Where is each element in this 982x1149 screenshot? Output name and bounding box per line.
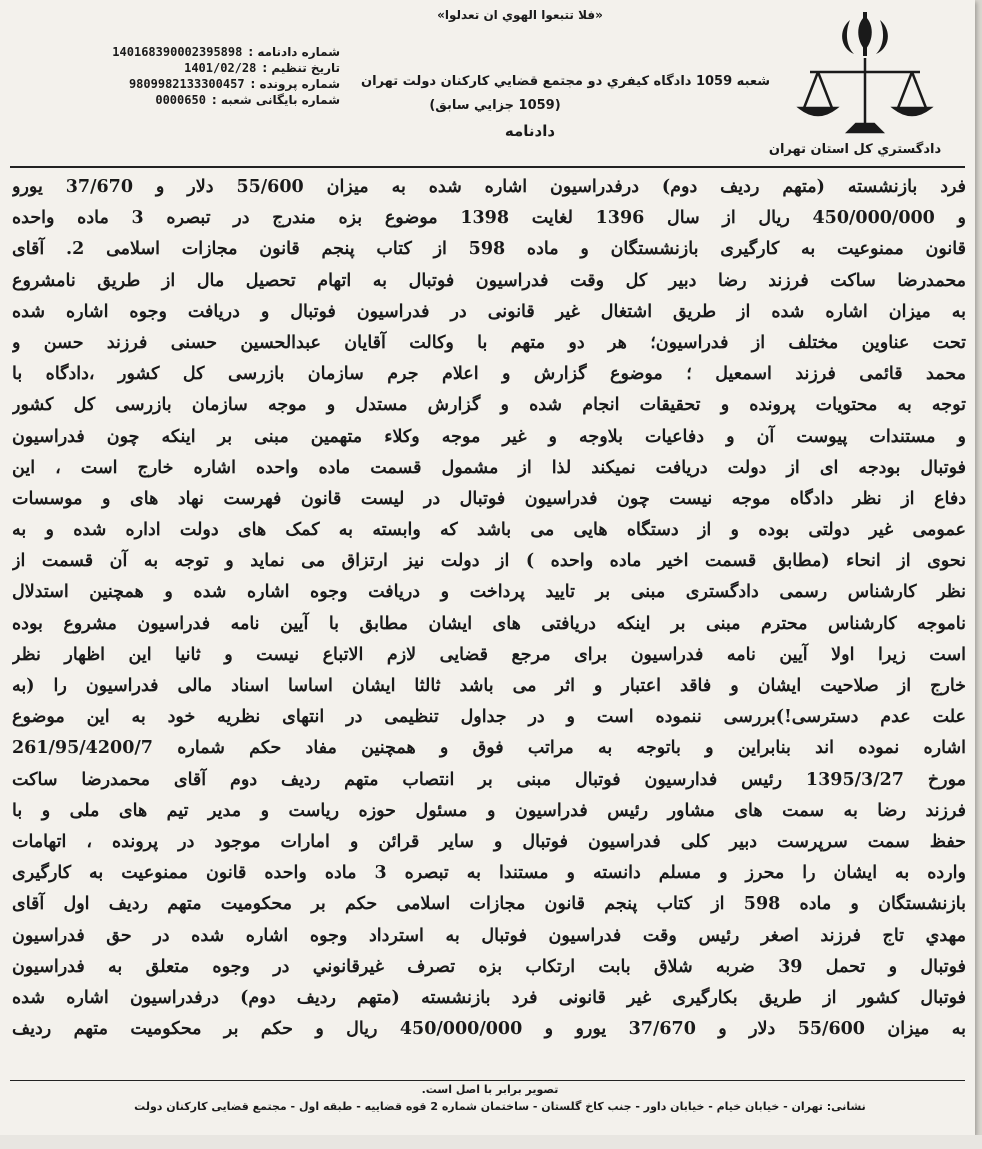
verdict-body <box>12 172 966 1045</box>
body-line: نظر کارشناس رسمی دادگستری مبنی بر تایید پرداخت و دریافت وجوه اشاره شده و همچنین استدلال <box>12 582 966 603</box>
body-line: است زیرا اولا آیین نامه فدراسیون برای مرجع قضایی لازم الاتباع نیست و ثانیا این اظهار نظر <box>12 644 966 665</box>
body-line: خارج از صلاحیت ایشان و فاقد اعتبار و اثر می باشد ثالثا ایشان اساسا اسناد مالی فدراسیون را (به <box>12 676 966 696</box>
next-page-edge <box>0 1135 982 1149</box>
meta-value: 1401/02/28 <box>184 61 257 75</box>
meta-row-verdict-number <box>80 44 340 60</box>
footer-divider <box>10 1080 965 1081</box>
body-line: نحوی از انحاء (مطابق قسمت اخیر ماده واحده ) از دولت نیز ارتزاق می نماید و توجه به آن قسمت از <box>12 551 966 572</box>
emblem-symbol-icon <box>842 12 888 56</box>
body-line: و 450/000/000 ریال از سال 1396 لغایت 1398 موضوع بزه مندرج در تبصره 3 ماده واحده <box>12 208 966 229</box>
meta-row-date <box>80 60 340 76</box>
body-line: دفاع از نظر دادگاه موجه نیست چون فدراسیون فوتبال در لیست قانون فهرست نهاد های و موسسات <box>12 488 966 509</box>
court-name: شعبه 1059 دادگاه كيفري دو مجتمع قضايي كاركنان دولت تهران <box>361 74 770 89</box>
body-line: تحت عناوین مختلف از فدراسیون؛ هر دو متهم با وکالت آقایان عبدالحسین حسنی فرزند حسن و <box>12 332 966 353</box>
body-line: مورخ 1395/3/27 رئیس فدارسیون فوتبال مبنی بر انتصاب متهم ردیف دوم آقای محمدرضا ساکت <box>12 769 966 790</box>
header-quote: «فلا تتبعوا الهوي ان تعدلوا» <box>437 8 603 22</box>
meta-label: شماره پرونده : <box>250 77 340 91</box>
body-line: علت عدم دسترسی!)بررسی ننموده است و در جداول تنظیمی در انتهای نظریه خود به این موضوع <box>12 707 966 728</box>
body-line: قانون ممنوعیت به کارگیری بازنشستگان و ماده 598 از کتاب پنجم قانون مجازات اسلامی 2. آقای <box>12 239 966 260</box>
body-line: فرزند رضا به سمت های مشاور رئیس فدراسیون و مسئول حوزه ریاست و مدیر تیم های ملی و با <box>12 800 966 821</box>
body-line: بازنشستگان و ماده 598 از کتاب پنجم قانون مجازات اسلامی حکم بر محکومیت متهم ردیف اول آقای <box>12 894 966 915</box>
body-line: فرد بازنشسته (متهم ردیف دوم) درفدراسیون اشاره شده به میزان 55/600 دلار و 37/670 یورو <box>12 177 966 197</box>
body-line: فوتبال و تحمل 39 ضربه شلاق بابت ارتکاب بزه تصرف غیرقانوني در وجوه متعلق به فدراسیون <box>12 956 966 977</box>
body-line: توجه به محتویات پرونده و تحقیقات انجام شده و گزارش مستدل و موجه سازمان بازرسی کل کشور <box>12 395 966 416</box>
scales-of-justice-icon <box>800 58 930 132</box>
court-subtitle: (1059 جزايي سابق) <box>429 98 561 113</box>
meta-value: 0000650 <box>155 93 206 107</box>
province-name: دادگستري كل استان تهران <box>768 142 942 157</box>
body-line: وارده به ایشان را محرز و مسلم دانسته و مستندا به تبصره 3 ماده واحده قانون ممنوعیت به کارگیری <box>12 863 966 884</box>
meta-label: تاریخ تنظیم : <box>262 61 340 75</box>
case-metadata <box>80 44 340 108</box>
court-address: نشانی: تهران - خیابان خیام - خیابان داور - جنب کاخ گلستان - ساختمان شماره 2 قوه قضاییه - طبقه اول - مجتمع قضایی کارکنان دولت <box>134 1100 866 1113</box>
body-line: به میزان 55/600 دلار و 37/670 یورو و 450/000/000 ریال و حکم بر محکومیت متهم ردیف <box>12 1019 966 1040</box>
body-line: فوتبال کشور از طریق بکارگیری غیر قانونی فرد بازنشسته (متهم ردیف دوم) درفدراسیون اشاره شده <box>12 987 966 1008</box>
certified-copy-note: تصویر برابر با اصل است. <box>421 1083 559 1096</box>
body-line: اشاره نموده اند بنابراین و باتوجه به مراتب فوق و همچنین مفاد حکم شماره 261/95/4200/7 <box>12 738 966 759</box>
body-line: محمد قائمی فرزند اسمعیل ؛ موضوع گزارش و اعلام جرم سازمان بازرسی کل کشور ،دادگاه با <box>12 364 966 385</box>
body-line: حفظ سمت سرپرست دبیر کلی فدراسیون فوتبال و سایر قرائن و امارات موجود در پرونده ، اتهامات <box>12 831 966 852</box>
body-line: محمدرضا ساکت فرزند رضا دبیر کل وقت فدراسیون فوتبال به اتهام تحصیل مال از طریق نامشروع <box>12 270 966 291</box>
body-line: مهدي تاج فرزند اصغر رئیس وقت فدراسیون فوتبال به استرداد وجوه اشاره شده در حق فدراسیون <box>12 925 966 946</box>
document-title: دادنامه <box>504 122 556 140</box>
body-line: به میزان اشاره شده از طریق اشتغال غیر قانونی در فدراسیون فوتبال و دریافت وجوه اشاره شده <box>12 301 966 322</box>
body-line: عمومی غیر دولتی بوده و از دستگاه هایی می باشد که وابسته به کمک های دولت اداره شده و به <box>12 520 966 541</box>
header-divider <box>10 166 965 168</box>
body-line: فوتبال بودجه ای از دولت دریافت نمیکند لذا از مشمول قسمت ماده واحده اشاره خارج است ، این <box>12 457 966 478</box>
meta-value: 9809982133300457 <box>128 77 245 91</box>
meta-label: شماره بایگانی شعبه : <box>211 93 340 107</box>
meta-row-archive-number <box>80 92 340 108</box>
iran-judiciary-emblem <box>790 10 940 140</box>
body-line: ناموجه کارشناس محترم مبنی بر اینکه دریافتی های ایشان مطابق با آیین نامه فدراسیون مشروع بوده <box>12 613 966 634</box>
meta-row-case-number <box>80 76 340 92</box>
body-line: و مستندات پیوست آن و دفاعیات بلاوجه و غیر موجه وکلاء متهمین مبنی بر اینکه چون فدراسیون <box>12 426 966 447</box>
meta-label: شماره دادنامه : <box>248 45 340 59</box>
meta-value: 140168390002395898 <box>112 45 243 59</box>
